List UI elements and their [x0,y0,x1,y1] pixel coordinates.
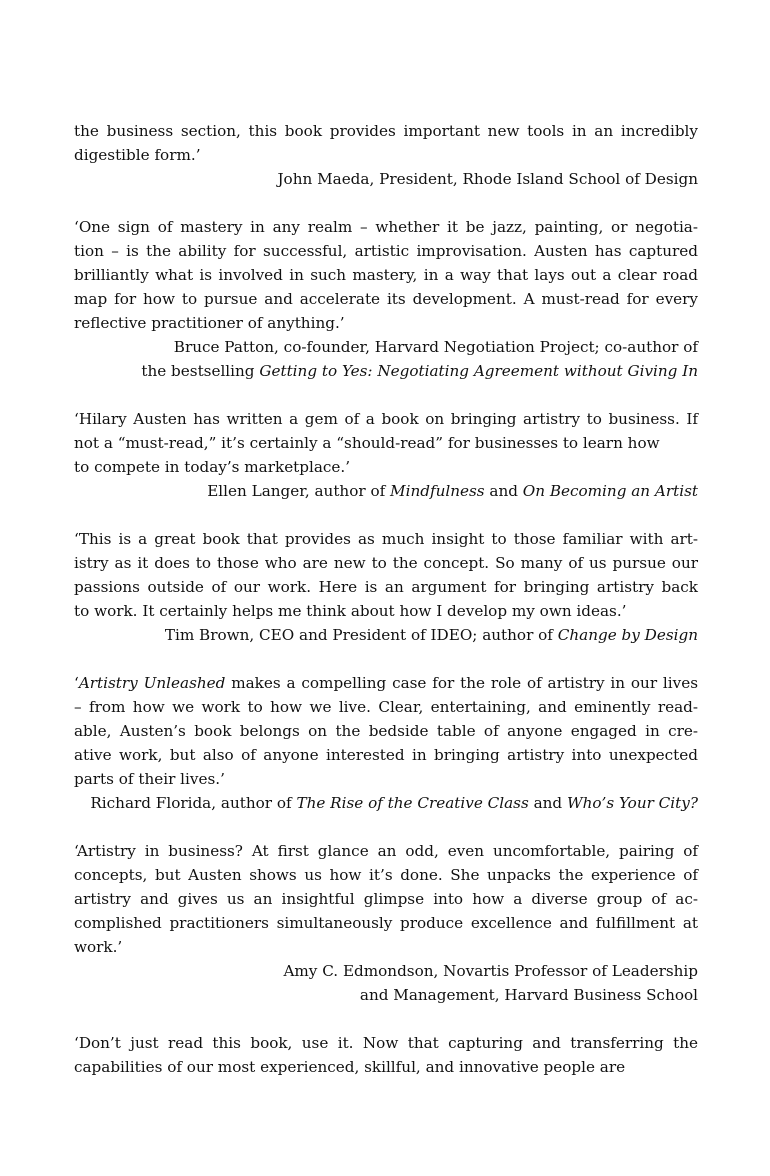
attribution-maeda [74,167,698,191]
quote-line: the business section, this book provides important new tools in an incredibly [74,122,698,140]
quote-line: ‘This is a great book that provides as much insight to those familiar with art- [74,530,698,548]
attribution-edmondson [74,959,698,1007]
quote-line: ative work, but also of anyone interested in bringing artistry into unexpected [74,746,698,764]
quote-line: able, Austen’s book belongs on the bedside table of anyone engaged in cre- [74,722,698,740]
quote-line: artistry and gives us an insightful glimpse into how a diverse group of ac- [74,890,698,908]
blurb-brown [74,527,698,623]
quote-line: passions outside of our work. Here is an argument for bringing artistry back [74,578,698,596]
book-title: Getting to Yes: Negotiating Agreement without Giving In [259,362,698,380]
book-title: Who’s Your City? [566,794,698,812]
attribution-brown [74,623,698,647]
quote-line: tion – is the ability for successful, artistic improvisation. Austen has captured [74,242,698,260]
attribution-line: Amy C. Edmondson, Novartis Professor of Leadership [283,962,698,980]
attribution-line [74,791,698,815]
attribution-line: and Management, Harvard Business School [359,986,698,1004]
quote-line: digestible form.’ [74,146,201,164]
blurb-langer [74,407,698,479]
book-title: Change by Design [557,626,698,644]
attribution-text: and [533,794,563,812]
attribution-text: and [489,482,518,500]
praise-page [74,119,698,1079]
blurb-edmondson [74,839,698,959]
quote-line: capabilities of our most experienced, skillful, and innovative people are [74,1058,626,1076]
quote-line: concepts, but Austen shows us how it’s done. She unpacks the experience of [74,866,698,884]
quote-line: ‘Hilary Austen has written a gem of a book on bringing artistry to business. If [74,410,698,428]
attribution-florida [74,791,698,815]
attribution-line [74,623,698,647]
attribution-patton [74,335,698,383]
attribution-text: Tim Brown, CEO and President of IDEO; author of [164,626,553,644]
quote-line: work.’ [74,938,123,956]
quote-line: to compete in today’s marketplace.’ [74,458,351,476]
quote-line: ‘One sign of mastery in any realm – whether it be jazz, painting, or negotia- [74,218,698,236]
quote-line: – from how we work to how we live. Clear, entertaining, and eminently read- [74,698,698,716]
quote-line: brilliantly what is involved in such mastery, in a way that lays out a clear road [74,266,698,284]
quote-line: complished practitioners simultaneously produce excellence and fulfillment at [74,914,698,932]
quote-line [74,671,698,695]
book-title: Mindfulness [390,482,485,500]
quote-line: map for how to pursue and accelerate its development. A must-read for every [74,290,698,308]
quote-line: ‘Don’t just read this book, use it. Now that capturing and transferring the [74,1034,698,1052]
attribution-langer [74,479,698,503]
book-title: On Becoming an Artist [522,482,698,500]
quote-text: ‘ [74,674,79,692]
quote-line: istry as it does to those who are new to the concept. So many of us pursue our [74,554,698,572]
quote-line: to work. It certainly helps me think about how I develop my own ideas.’ [74,602,627,620]
attribution-line: Bruce Patton, co-founder, Harvard Negotiation Project; co-author of [173,338,698,356]
attribution-text: Ellen Langer, author of [207,482,386,500]
quote-line: not a “must-read,” it’s certainly a “should-read” for businesses to learn how [74,434,660,452]
blurb-florida [74,671,698,791]
attribution-line [74,359,698,383]
blurb-maeda [74,119,698,167]
attribution-text: Richard Florida, author of [90,794,292,812]
quote-text: makes a compelling case for the role of artistry in our lives [231,674,698,692]
blurb-patton [74,215,698,335]
quote-line: reflective practitioner of anything.’ [74,314,345,332]
quote-line: ‘Artistry in business? At first glance an odd, even uncomfortable, pairing of [74,842,698,860]
attribution-line [74,479,698,503]
quote-line: parts of their lives.’ [74,770,225,788]
book-title: The Rise of the Creative Class [296,794,529,812]
attribution-line: John Maeda, President, Rhode Island School of Design [277,170,698,188]
attribution-text: the bestselling [141,362,255,380]
book-title: Artistry Unleashed [78,674,226,692]
blurb-continued [74,1031,698,1079]
